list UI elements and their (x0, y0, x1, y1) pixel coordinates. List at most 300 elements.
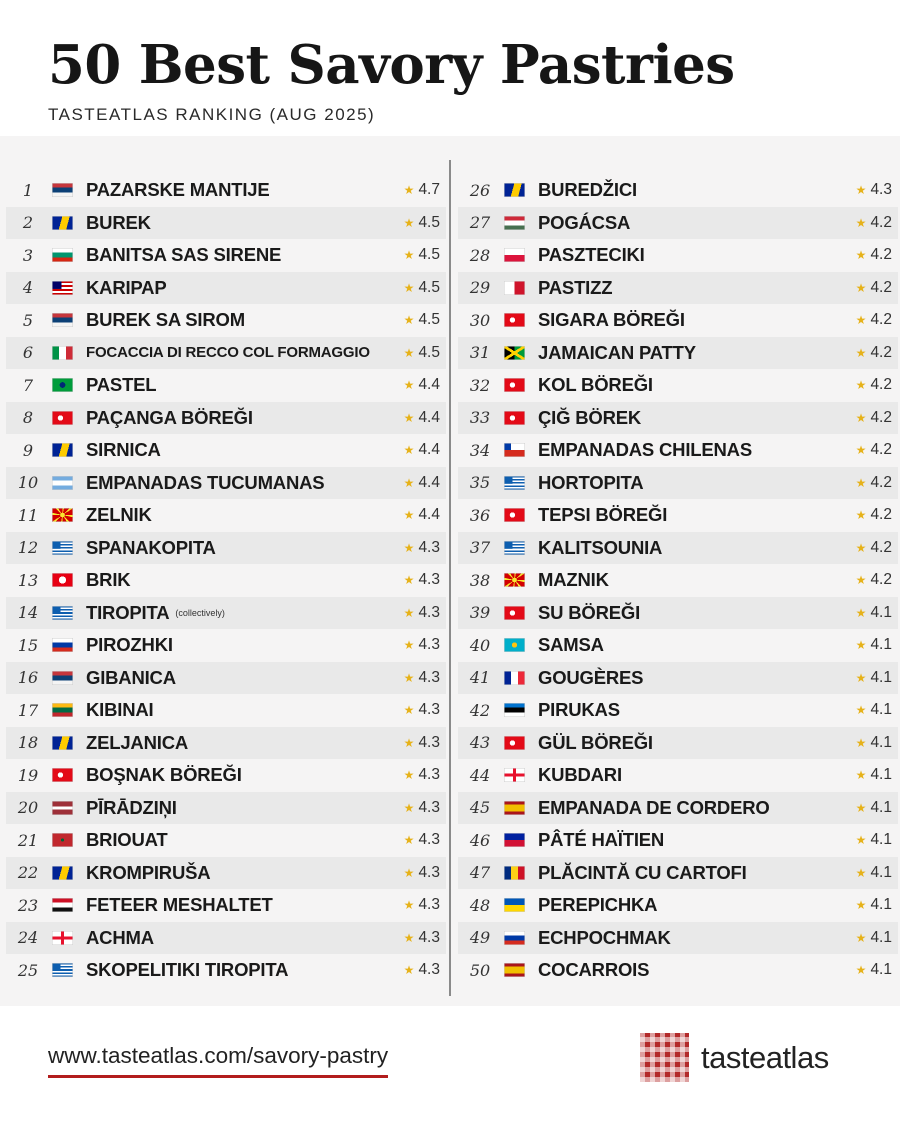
star-icon: ★ (855, 248, 867, 263)
dish-name[interactable]: BANITSA SAS SIRENE (86, 244, 282, 266)
dish-name[interactable]: EMPANADAS CHILENAS (538, 439, 752, 461)
star-icon: ★ (855, 670, 867, 685)
flag-icon (504, 411, 525, 425)
rating-value: 4.3 (418, 798, 440, 816)
rank-number: 1 (22, 180, 34, 200)
rating-value: 4.1 (870, 928, 892, 946)
flag-icon (504, 346, 525, 360)
star-icon: ★ (855, 833, 867, 848)
rating (404, 571, 440, 589)
rating-value: 4.2 (870, 538, 892, 556)
ranking-row[interactable] (6, 727, 446, 760)
dish-name[interactable]: SPANAKOPITA (86, 536, 216, 558)
star-icon: ★ (855, 865, 867, 880)
page-subtitle: TASTEATLAS RANKING (AUG 2025) (48, 105, 376, 124)
rating (404, 961, 440, 979)
ranking-column-left (6, 174, 446, 987)
rating (856, 929, 892, 947)
star-icon: ★ (403, 508, 415, 523)
ranking-row[interactable] (6, 792, 446, 825)
rating-value: 4.3 (418, 636, 440, 654)
rank-number: 27 (469, 213, 491, 233)
rating-value: 4.1 (870, 961, 892, 979)
logo-text: tasteatlas (701, 1039, 829, 1075)
ranking-row[interactable] (6, 922, 446, 955)
rank-number: 29 (469, 278, 491, 298)
ranking-row[interactable] (458, 337, 898, 370)
rating-value: 4.2 (870, 213, 892, 231)
rating-value: 4.3 (418, 668, 440, 686)
star-icon: ★ (403, 735, 415, 750)
ranking-row[interactable] (458, 954, 898, 987)
dish-name[interactable]: COCARROIS (538, 959, 650, 981)
star-icon: ★ (855, 573, 867, 588)
flag-icon (504, 736, 525, 750)
ranking-row[interactable] (6, 207, 446, 240)
ranking-row[interactable] (458, 467, 898, 500)
rank-number: 38 (469, 570, 491, 590)
flag-icon (504, 508, 525, 522)
rating-value: 4.3 (418, 766, 440, 784)
dish-name[interactable]: SIRNICA (86, 439, 161, 461)
rating (404, 409, 440, 427)
rank-number: 18 (17, 733, 39, 753)
rating-value: 4.3 (418, 603, 440, 621)
ranking-row[interactable] (6, 174, 446, 207)
star-icon: ★ (855, 183, 867, 198)
dish-name[interactable]: PIRUKAS (538, 699, 620, 721)
dish-name[interactable]: GÜL BÖREĞI (538, 731, 653, 753)
rating-value: 4.1 (870, 733, 892, 751)
rating-value: 4.2 (870, 246, 892, 264)
star-icon: ★ (855, 703, 867, 718)
rating-value: 4.1 (870, 896, 892, 914)
star-icon: ★ (403, 703, 415, 718)
rating (856, 896, 892, 914)
dish-name[interactable]: PASTEL (86, 374, 157, 396)
star-icon: ★ (403, 865, 415, 880)
rank-number: 40 (469, 635, 491, 655)
ranking-row[interactable] (6, 499, 446, 532)
ranking-row[interactable] (458, 824, 898, 857)
flag-icon (52, 931, 73, 945)
dish-name[interactable]: FETEER MESHALTET (86, 894, 273, 916)
rating-value: 4.3 (418, 538, 440, 556)
dish-name[interactable]: BRIOUAT (86, 829, 168, 851)
dish-name[interactable]: JAMAICAN PATTY (538, 341, 696, 363)
star-icon: ★ (855, 898, 867, 913)
rank-number: 12 (17, 538, 39, 558)
rank-number: 36 (469, 505, 491, 525)
ranking-row[interactable] (458, 922, 898, 955)
dish-name[interactable]: GOUGÈRES (538, 666, 644, 688)
dish-name[interactable]: KIBINAI (86, 699, 154, 721)
star-icon: ★ (855, 638, 867, 653)
rating (856, 246, 892, 264)
dish-name[interactable]: ÇIĞ BÖREK (538, 406, 642, 428)
dish-name[interactable]: TEPSI BÖREĞI (538, 504, 668, 526)
rank-number: 30 (469, 310, 491, 330)
flag-icon (504, 573, 525, 587)
dish-note: (collectively) (175, 607, 225, 618)
ranking-row[interactable] (6, 597, 446, 630)
ranking-row[interactable] (6, 759, 446, 792)
rank-number: 22 (17, 863, 39, 883)
rank-number: 26 (469, 180, 491, 200)
page-title: 50 Best Savory Pastries (48, 34, 735, 96)
rank-number: 41 (469, 668, 491, 688)
ranking-row[interactable] (6, 337, 446, 370)
ranking-row[interactable] (6, 629, 446, 662)
rating (404, 214, 440, 232)
dish-name[interactable]: HORTOPITA (538, 471, 644, 493)
dish-name[interactable]: SAMSA (538, 634, 604, 656)
rank-number: 32 (469, 375, 491, 395)
dish-name[interactable]: SU BÖREĞI (538, 601, 641, 623)
dish-name[interactable]: PEREPICHKA (538, 894, 658, 916)
rating-value: 4.2 (870, 441, 892, 459)
ranking-row[interactable] (6, 532, 446, 565)
ranking-row[interactable] (458, 889, 898, 922)
ranking-row[interactable] (458, 759, 898, 792)
ranking-row[interactable] (458, 304, 898, 337)
rating (404, 701, 440, 719)
flag-icon (52, 476, 73, 490)
rating (404, 799, 440, 817)
ranking-row[interactable] (6, 467, 446, 500)
dish-name[interactable]: KARIPAP (86, 276, 167, 298)
dish-name[interactable]: POGÁCSA (538, 211, 631, 233)
ranking-row[interactable] (6, 662, 446, 695)
star-icon: ★ (403, 898, 415, 913)
rank-number: 4 (22, 278, 34, 298)
rating-value: 4.5 (418, 311, 440, 329)
rank-number: 31 (469, 343, 491, 363)
star-icon: ★ (403, 800, 415, 815)
rating-value: 4.2 (870, 376, 892, 394)
rating (404, 279, 440, 297)
dish-name[interactable]: PÂTÉ HAÏTIEN (538, 829, 665, 851)
rating-value: 4.3 (418, 961, 440, 979)
rating (856, 214, 892, 232)
rating-value: 4.3 (418, 831, 440, 849)
star-icon: ★ (403, 573, 415, 588)
flag-icon (52, 346, 73, 360)
rating (404, 929, 440, 947)
rating (856, 734, 892, 752)
ranking-row[interactable] (458, 174, 898, 207)
rating-value: 4.1 (870, 636, 892, 654)
rank-number: 25 (17, 960, 39, 980)
flag-icon (52, 281, 73, 295)
rating (404, 539, 440, 557)
rank-number: 9 (22, 440, 34, 460)
rating (404, 474, 440, 492)
ranking-row[interactable] (458, 532, 898, 565)
rating (856, 669, 892, 687)
ranking-row[interactable] (458, 402, 898, 435)
dish-name[interactable]: SIGARA BÖREĞI (538, 309, 685, 331)
dish-name[interactable]: BOŞNAK BÖREĞI (86, 764, 242, 786)
dish-name[interactable]: EMPANADAS TUCUMANAS (86, 471, 325, 493)
rank-number: 28 (469, 245, 491, 265)
star-icon: ★ (855, 410, 867, 425)
rating-value: 4.2 (870, 571, 892, 589)
dish-name[interactable]: EMPANADA DE CORDERO (538, 796, 770, 818)
star-icon: ★ (403, 248, 415, 263)
rank-number: 37 (469, 538, 491, 558)
ranking-row[interactable] (458, 564, 898, 597)
rating (404, 506, 440, 524)
rating (856, 864, 892, 882)
rank-number: 46 (469, 830, 491, 850)
dish-name[interactable]: PLĂCINTĂ CU CARTOFI (538, 861, 747, 883)
flag-icon (52, 703, 73, 717)
dish-name[interactable]: ZELJANICA (86, 731, 189, 753)
rating-value: 4.1 (870, 766, 892, 784)
rank-number: 43 (469, 733, 491, 753)
rating-value: 4.5 (418, 246, 440, 264)
flag-icon (52, 736, 73, 750)
star-icon: ★ (403, 638, 415, 653)
ranking-row[interactable] (458, 727, 898, 760)
dish-name[interactable]: ACHMA (86, 926, 154, 948)
star-icon: ★ (855, 800, 867, 815)
rating (404, 669, 440, 687)
rating-value: 4.1 (870, 798, 892, 816)
rank-number: 49 (469, 928, 491, 948)
ranking-row[interactable] (6, 564, 446, 597)
rating (404, 766, 440, 784)
dish-name[interactable]: KOL BÖREĞI (538, 374, 653, 396)
flag-icon (504, 183, 525, 197)
rank-number: 20 (17, 798, 39, 818)
flag-icon (504, 833, 525, 847)
star-icon: ★ (403, 605, 415, 620)
rating (856, 441, 892, 459)
dish-name[interactable]: KALITSOUNIA (538, 536, 663, 558)
dish-name[interactable]: KROMPIRUŠA (86, 861, 211, 883)
ranking-row[interactable] (6, 889, 446, 922)
rating (856, 474, 892, 492)
star-icon: ★ (855, 735, 867, 750)
rank-number: 34 (469, 440, 491, 460)
dish-name[interactable]: FOCACCIA DI RECCO COL FORMAGGIO (86, 344, 370, 362)
star-icon: ★ (403, 410, 415, 425)
ranking-row[interactable] (6, 304, 446, 337)
flag-icon (52, 606, 73, 620)
rating (856, 311, 892, 329)
rating (856, 831, 892, 849)
flag-icon (52, 541, 73, 555)
dish-name[interactable]: PIROZHKI (86, 634, 173, 656)
rating-value: 4.2 (870, 506, 892, 524)
ranking-row[interactable] (458, 434, 898, 467)
flag-icon (52, 313, 73, 327)
dish-name[interactable]: PAZARSKE MANTIJE (86, 179, 270, 201)
ranking-row[interactable] (6, 857, 446, 890)
flag-icon (52, 443, 73, 457)
ranking-row[interactable] (6, 824, 446, 857)
dish-name[interactable]: ECHPOCHMAK (538, 926, 671, 948)
star-icon: ★ (855, 313, 867, 328)
star-icon: ★ (403, 443, 415, 458)
ranking-row[interactable] (6, 272, 446, 305)
star-icon: ★ (855, 963, 867, 978)
rating-value: 4.1 (870, 668, 892, 686)
rating-value: 4.1 (870, 831, 892, 849)
rating-value: 4.2 (870, 408, 892, 426)
rating (404, 441, 440, 459)
flag-icon (52, 671, 73, 685)
star-icon: ★ (855, 508, 867, 523)
column-divider (449, 160, 451, 996)
rating (856, 344, 892, 362)
rating (404, 636, 440, 654)
flag-icon (52, 573, 73, 587)
flag-icon (52, 183, 73, 197)
ranking-row[interactable] (6, 239, 446, 272)
ranking-row[interactable] (458, 239, 898, 272)
ranking-row[interactable] (458, 629, 898, 662)
rating (404, 246, 440, 264)
rating-value: 4.3 (418, 863, 440, 881)
dish-name[interactable]: BUREK SA SIROM (86, 309, 245, 331)
flag-icon (504, 476, 525, 490)
star-icon: ★ (855, 215, 867, 230)
flag-icon (52, 508, 73, 522)
dish-name[interactable]: MAZNIK (538, 569, 609, 591)
star-icon: ★ (403, 540, 415, 555)
ranking-row[interactable] (458, 694, 898, 727)
star-icon: ★ (855, 443, 867, 458)
rank-number: 45 (469, 798, 491, 818)
rating-value: 4.5 (418, 343, 440, 361)
star-icon: ★ (403, 768, 415, 783)
star-icon: ★ (403, 475, 415, 490)
ranking-row[interactable] (6, 402, 446, 435)
star-icon: ★ (403, 313, 415, 328)
dish-name[interactable]: GIBANICA (86, 666, 176, 688)
star-icon: ★ (403, 345, 415, 360)
flag-icon (504, 963, 525, 977)
rating-value: 4.2 (870, 473, 892, 491)
rank-number: 6 (22, 343, 34, 363)
flag-icon (504, 671, 525, 685)
rank-number: 15 (17, 635, 39, 655)
star-icon: ★ (855, 345, 867, 360)
ranking-row[interactable] (458, 792, 898, 825)
flag-icon (52, 898, 73, 912)
flag-icon (52, 833, 73, 847)
rating-value: 4.3 (418, 733, 440, 751)
rating (404, 181, 440, 199)
flag-icon (504, 931, 525, 945)
dish-name[interactable]: BUREDŽICI (538, 179, 637, 201)
ranking-row[interactable] (458, 499, 898, 532)
ranking-row[interactable] (458, 662, 898, 695)
flag-icon (504, 801, 525, 815)
rating (404, 604, 440, 622)
rating (856, 604, 892, 622)
rank-number: 48 (469, 895, 491, 915)
ranking-row[interactable] (458, 857, 898, 890)
star-icon: ★ (855, 378, 867, 393)
rating (856, 506, 892, 524)
flag-icon (52, 768, 73, 782)
dish-name[interactable]: PĪRĀDZIŅI (86, 796, 177, 818)
rating-value: 4.4 (418, 441, 440, 459)
dish-name[interactable]: TIROPITA (86, 601, 170, 623)
star-icon: ★ (855, 605, 867, 620)
rating (856, 539, 892, 557)
ranking-row[interactable] (458, 207, 898, 240)
star-icon: ★ (403, 963, 415, 978)
rank-number: 5 (22, 310, 34, 330)
dish-name[interactable]: KUBDARI (538, 764, 622, 786)
rating (404, 734, 440, 752)
rank-number: 47 (469, 863, 491, 883)
rank-number: 7 (22, 375, 34, 395)
rank-number: 42 (469, 700, 491, 720)
flag-icon (504, 898, 525, 912)
rating-value: 4.5 (418, 278, 440, 296)
footer-link[interactable]: www.tasteatlas.com/savory-pastry (48, 1043, 388, 1078)
rating-value: 4.3 (418, 701, 440, 719)
tasteatlas-logo[interactable] (640, 1033, 829, 1082)
dish-name[interactable]: PASZTECIKI (538, 244, 645, 266)
ranking-row[interactable] (6, 954, 446, 987)
rating-value: 4.4 (418, 506, 440, 524)
rank-number: 21 (17, 830, 39, 850)
ranking-row[interactable] (6, 369, 446, 402)
ranking-row[interactable] (458, 272, 898, 305)
rating (404, 896, 440, 914)
ranking-row[interactable] (6, 694, 446, 727)
dish-name[interactable]: ZELNIK (86, 504, 152, 526)
rating-value: 4.4 (418, 376, 440, 394)
ranking-row[interactable] (6, 434, 446, 467)
ranking-row[interactable] (458, 369, 898, 402)
ranking-row[interactable] (458, 597, 898, 630)
flag-icon (52, 411, 73, 425)
dish-name[interactable]: BUREK (86, 211, 151, 233)
rating-value: 4.1 (870, 603, 892, 621)
flag-icon (52, 248, 73, 262)
flag-icon (504, 216, 525, 230)
flag-icon (504, 606, 525, 620)
rating-value: 4.2 (870, 278, 892, 296)
rating (856, 701, 892, 719)
rating-value: 4.4 (418, 408, 440, 426)
rating (404, 311, 440, 329)
rank-number: 14 (17, 603, 39, 623)
star-icon: ★ (855, 768, 867, 783)
dish-name[interactable]: BRIK (86, 569, 131, 591)
dish-name[interactable]: PAÇANGA BÖREĞI (86, 406, 253, 428)
rating (856, 799, 892, 817)
rating-value: 4.5 (418, 213, 440, 231)
rank-number: 24 (17, 928, 39, 948)
rating-value: 4.1 (870, 701, 892, 719)
rating-value: 4.1 (870, 863, 892, 881)
dish-name[interactable]: PASTIZZ (538, 276, 613, 298)
flag-icon (504, 378, 525, 392)
rank-number: 13 (17, 570, 39, 590)
flag-icon (504, 768, 525, 782)
dish-name[interactable]: SKOPELITIKI TIROPITA (86, 959, 289, 981)
rating (404, 344, 440, 362)
